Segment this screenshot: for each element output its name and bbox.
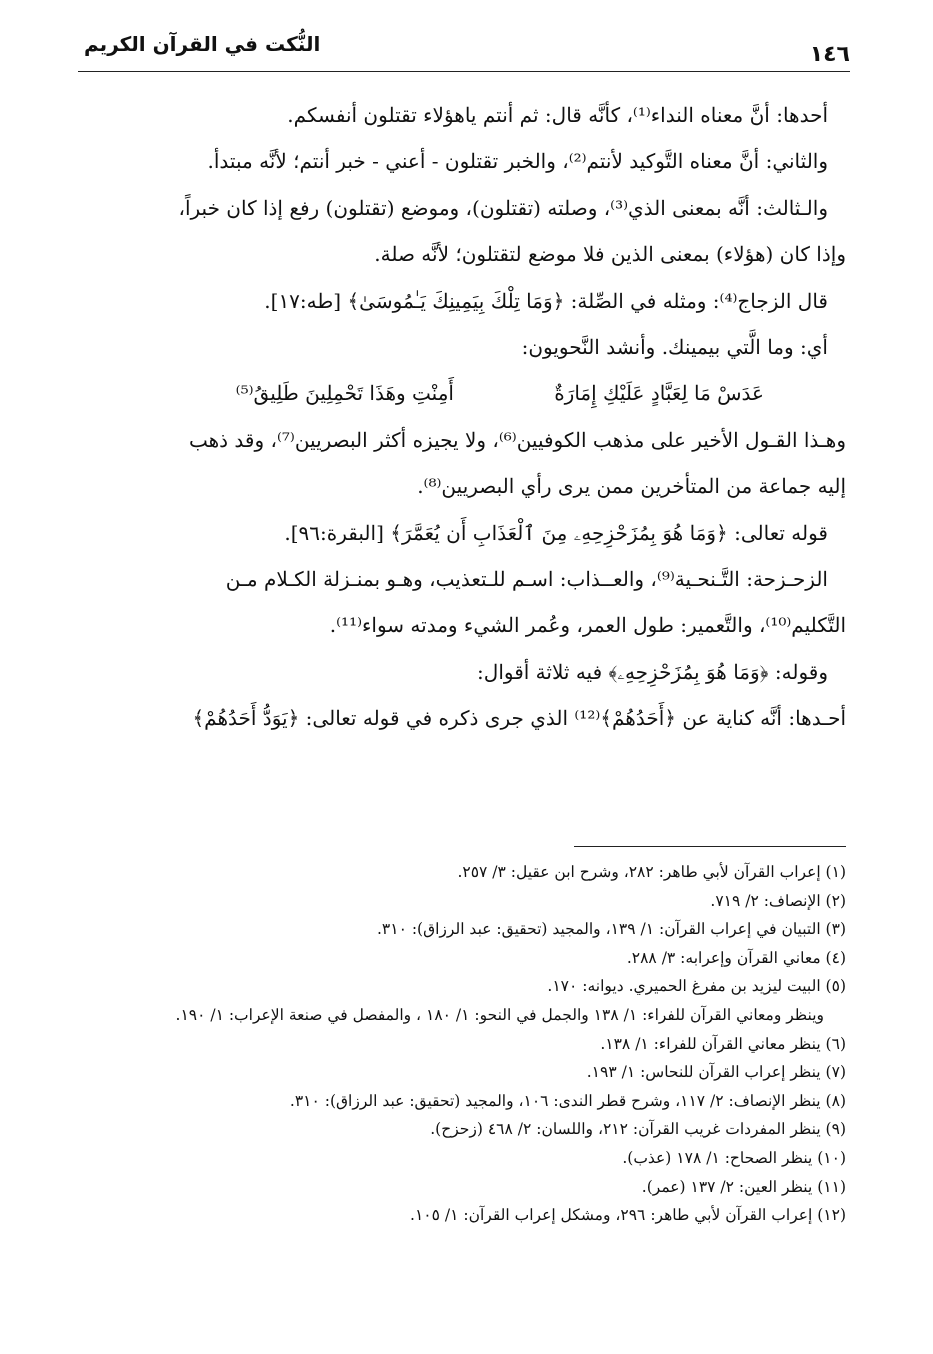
footnote: (٢) الإنصاف: ٢/ ٧١٩. xyxy=(710,891,846,910)
main-text xyxy=(80,92,846,742)
body-line: إليه جماعة من المتأخرين ممن يرى رأي البصريين⁽⁸⁾. xyxy=(417,474,846,499)
footnote: (١) إعراب القرآن لأبي طاهر: ٢٨٢، وشرح ابن عقيل: ٣/ ٢٥٧. xyxy=(457,863,846,881)
body-line: أي: وما الَّتي بيمينك. وأنشد النَّحويون: xyxy=(521,335,828,360)
page-header xyxy=(78,28,850,72)
footnote: (٥) البيت ليزيد بن مفرغ الحميري. ديوانه: ١٧٠. xyxy=(547,977,846,996)
footnote-continuation: وينظر ومعاني القرآن للفراء: ١/ ١٣٨ والجمل في النحو: ١/ ١٨٠ ، والمفصل في صنعة الإعراب: ١/ ١٩٠. xyxy=(175,1005,824,1024)
footnote: (٨) ينظر الإنصاف: ٢/ ١١٧، وشرح قطر الندى: ١٠٦، والمجيد (تحقيق: عبد الرزاق): ٣١٠. xyxy=(289,1091,846,1110)
body-line: وإذا كان (هؤلاء) بمعنى الذين فلا موضع لتقتلون؛ لأنَّه صلة. xyxy=(374,242,846,267)
body-line: وقوله: ﴿وَمَا هُوَ بِمُزَحْزِحِهِۦ﴾ فيه ثلاثة أقوال: xyxy=(477,659,828,684)
header-rule xyxy=(78,71,850,72)
body-line: الزحـزحة: التَّـنحـية⁽⁹⁾، والعــذاب: اسـم للـتعذيب، وهـو بمنـزلة الكـلام مـن xyxy=(225,567,828,592)
body-line: قوله تعالى: ﴿وَمَا هُوَ بِمُزَحْزِحِهِۦ مِنَ ٱلْعَذَابِ أَن يُعَمَّرَ﴾ [البقرة:٩٦]. xyxy=(284,520,828,545)
footnote: (١٠) ينظر الصحاح: ١/ ١٧٨ (عذب). xyxy=(622,1148,846,1167)
footnote: (٧) ينظر إعراب القرآن للنحاس: ١/ ١٩٣. xyxy=(586,1063,846,1082)
body-line: أحدها: أنَّ معناه النداء⁽¹⁾، كأنَّه قال: ثم أنتم ياهؤلاء تقتلون أنفسكم. xyxy=(287,103,828,127)
body-line: التَّكليم⁽¹⁰⁾، والتَّعمير: طول العمر، وعُمر الشيء ومدته سواء⁽¹¹⁾. xyxy=(329,613,846,638)
running-title: النُّكت في القرآن الكريم xyxy=(84,32,321,56)
footnote: (١١) ينظر العين: ٢/ ١٣٧ (عمر). xyxy=(641,1177,846,1196)
body-line: قال الزجاج⁽⁴⁾: ومثله في الصِّلة: ﴿وَمَا تِلْكَ بِيَمِينِكَ يَـٰمُوسَىٰ﴾ [طه:١٧]. xyxy=(264,288,828,313)
footnote: (١٢) إعراب القرآن لأبي طاهر: ٢٩٦، ومشكل إعراب القرآن: ١/ ١٠٥. xyxy=(410,1206,846,1225)
footnote: (٣) التبيان في إعراب القرآن: ١/ ١٣٩، والمجيد (تحقيق: عبد الرزاق): ٣١٠. xyxy=(376,920,846,939)
verse-first-hemistich: عَدَسْ مَا لِعَبَّادٍ عَلَيْكِ إِمَارَةٌ xyxy=(554,381,764,406)
footnote: (٤) معاني القرآن وإعرابه: ٣/ ٢٨٨. xyxy=(626,948,846,967)
footnote: (٩) ينظر المفردات غريب القرآن: ٢١٢، واللسان: ٢/ ٤٦٨ (زحزح). xyxy=(430,1120,846,1139)
poetry-verse xyxy=(80,370,846,416)
body-line: وهـذا القـول الأخير على مذهب الكوفيين⁽⁶⁾، ولا يجيزه أكثر البصريين⁽⁷⁾، وقد ذهب xyxy=(188,427,846,452)
page-number: ١٤٦ xyxy=(809,42,850,67)
footnote: (٦) ينظر معاني القرآن للفراء: ١/ ١٣٨. xyxy=(600,1034,846,1053)
body-line: أحـدها: أنَّه كناية عن ﴿أَحَدُهُمْ﴾⁽¹²⁾ الذي جرى ذكره في قوله تعالى: ﴿يَوَدُّ أَحَدُهُمْ﴾ xyxy=(192,706,846,731)
body-line: والـثالث: أنَّه بمعنى الذي⁽³⁾، وصلته (تقتلون)، وموضع (تقتلون) رفع إذا كان خبراً، xyxy=(178,195,828,220)
verse-second-hemistich: أَمِنْتِ وهَذَا تَحْمِلِينَ طَلِيقُ⁽⁵⁾ xyxy=(235,381,454,406)
footnote-separator xyxy=(574,846,846,847)
footnotes xyxy=(80,858,846,1230)
body-line: والثاني: أنَّ معناه التَّوكيد لأنتم⁽²⁾، والخبر تقتلون - أعني - خبر أنتم؛ لأنَّه مبتدأ. xyxy=(207,149,828,174)
